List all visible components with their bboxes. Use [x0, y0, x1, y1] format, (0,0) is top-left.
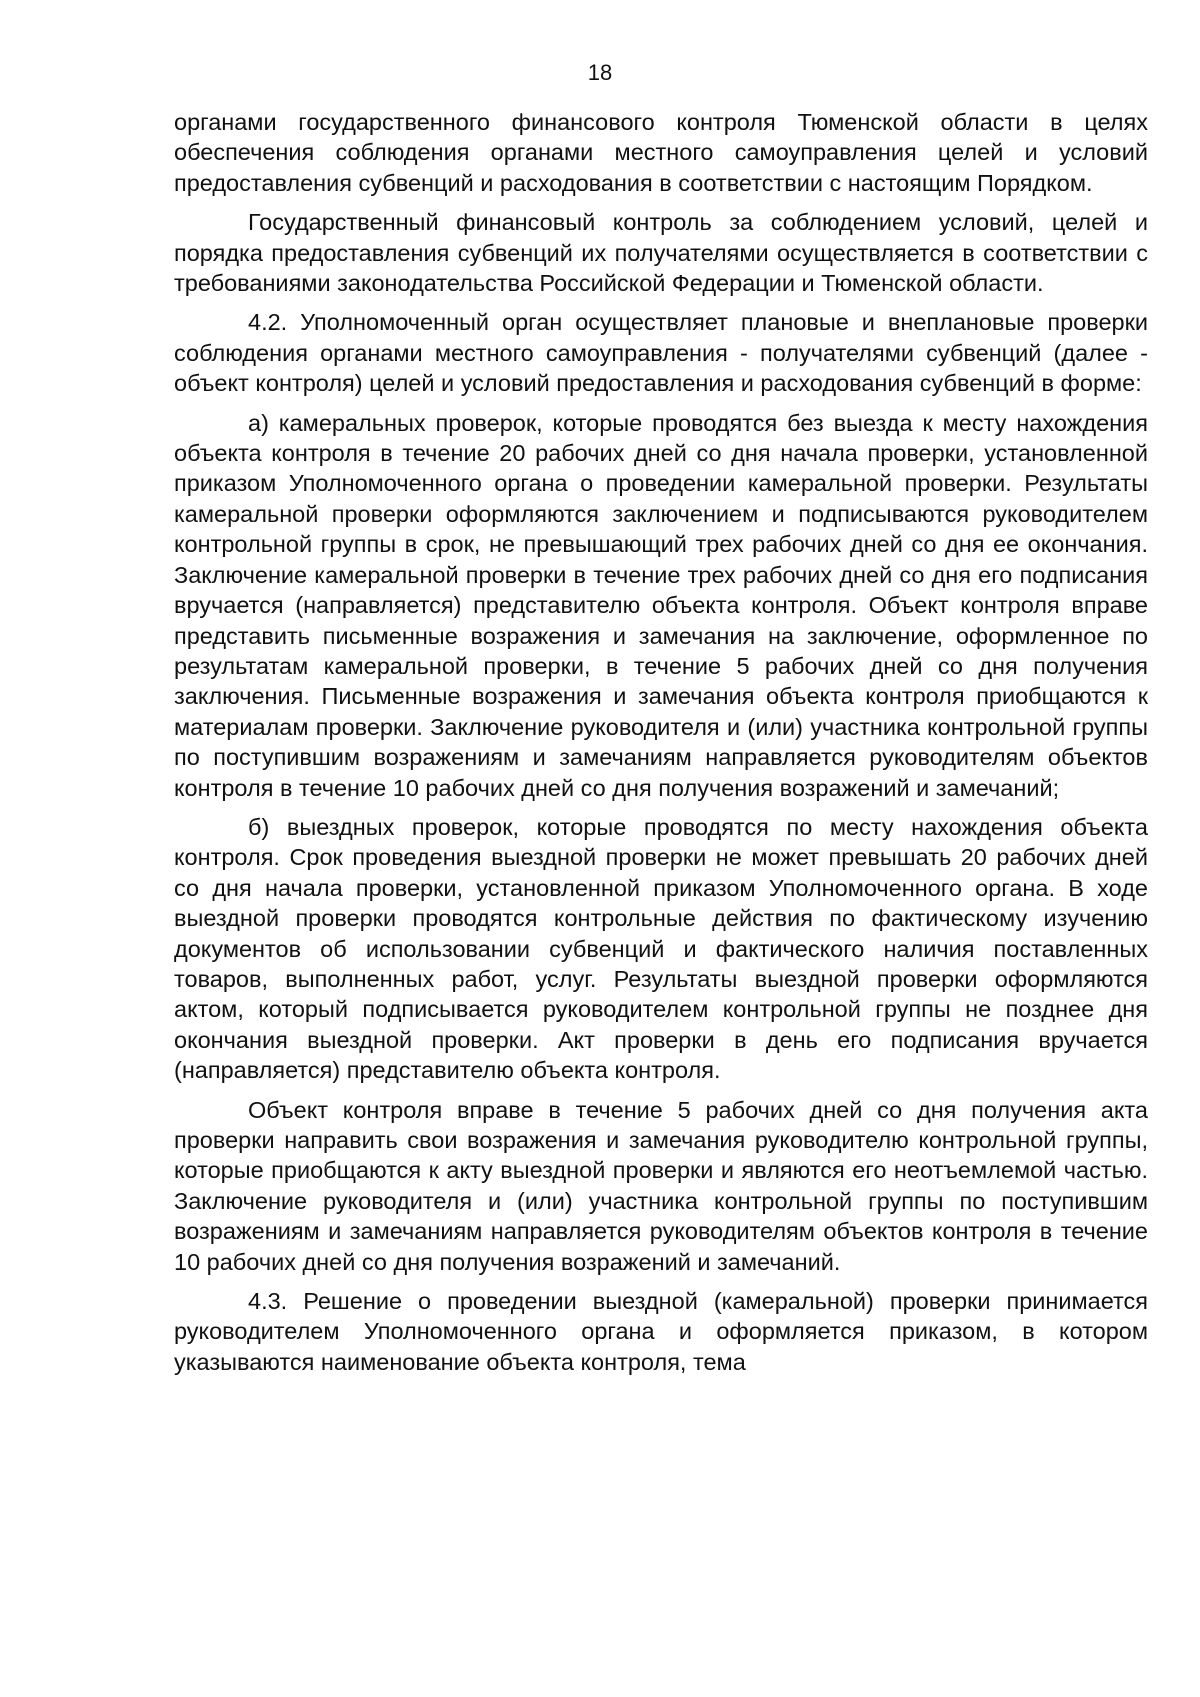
paragraph-state-financial-control: Государственный финансовый контроль за соблюдением условий, целей и порядка предоставления субвенций их получателями осуществляется в соответствии с требованиями законодательства Российской Федерации и Тюменской области. — [174, 209, 1148, 297]
paragraph-4-2-a-desk-audits: а) камеральных проверок, которые проводятся без выезда к месту нахождения объекта контроля в течение 20 рабочих дней со дня начала проверки, установленной приказом Уполномоченного органа о проведении камеральной проверки. Результаты камеральной проверки оформляются заключением и подписываются руководителем контрольной группы в срок, не превышающий трех рабочих дней со дня ее окончания. Заключение камеральной проверки в течение трех рабочих дней со дня его подписания вручается (направляется) представителю объекта контроля. Объект контроля вправе представить письменные возражения и замечания на заключение, оформленное по результатам камеральной проверки, в течение 5 рабочих дней со дня получения заключения. Письменные возражения и замечания объекта контроля приобщаются к материалам проверки. Заключение руководителя и (или) участника контрольной группы по поступившим возражениям и замечаниям направляется руководителям объектов контроля в течение 10 рабочих дней со дня получения возражений и замечаний; — [174, 409, 1148, 801]
paragraph-4-2-b-field-audits: б) выездных проверок, которые проводятся по месту нахождения объекта контроля. Срок проведения выездной проверки не может превышать 20 рабочих дней со дня начала проверки, установленной приказом Уполномоченного органа. В ходе выездной проверки проводятся контрольные действия по фактическому изучению документов об использовании субвенций и фактического наличия поставленных товаров, выполненных работ, услуг. Результаты выездной проверки оформляются актом, который подписывается руководителем контрольной группы не позднее дня окончания выездной проверки. Акт проверки в день его подписания вручается (направляется) представителю объекта контроля. — [174, 813, 1148, 1084]
page-number: 18 — [587, 60, 613, 85]
paragraph-4-2: 4.2. Уполномоченный орган осуществляет плановые и внеплановые проверки соблюдения органами местного самоуправления - получателями субвенций (далее - объект контроля) целей и условий предоставления и расходования субвенций в форме: — [174, 309, 1148, 397]
paragraph-continuation: органами государственного финансового контроля Тюменской области в целях обеспечения соблюдения органами местного самоуправления целей и условий предоставления субвенций и расходования в соответствии с настоящим Порядком. — [174, 109, 1148, 196]
document-body — [174, 107, 1148, 1386]
paragraph-4-3: 4.3. Решение о проведении выездной (камеральной) проверки принимается руководителем Уполномоченного органа и оформляется приказом, в котором указываются наименование объекта контроля, тема — [174, 1288, 1148, 1375]
paragraph-objections: Объект контроля вправе в течение 5 рабочих дней со дня получения акта проверки направить свои возражения и замечания руководителю контрольной группы, которые приобщаются к акту выездной проверки и являются его неотъемлемой частью. Заключение руководителя и (или) участника контрольной группы по поступившим возражениям и замечаниям направляется руководителям объектов контроля в течение 10 рабочих дней со дня получения возражений и замечаний. — [174, 1096, 1148, 1275]
